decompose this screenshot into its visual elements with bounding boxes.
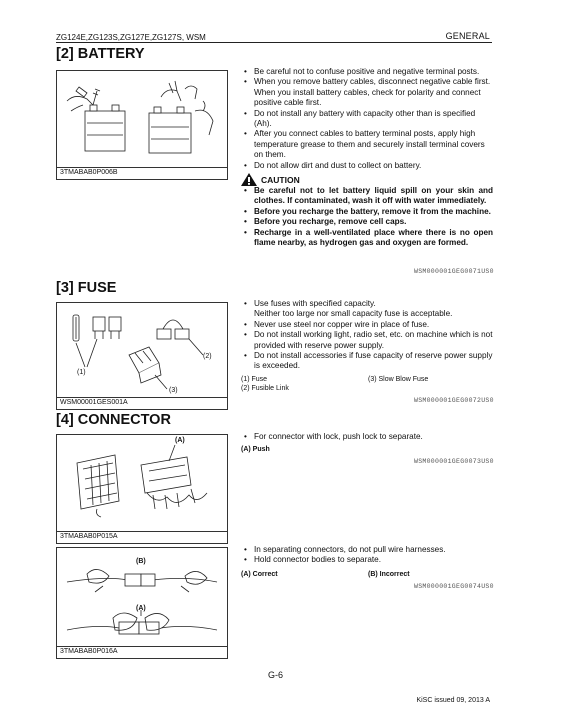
header-models: ZG124E,ZG123S,ZG127E,ZG127S, WSM bbox=[56, 33, 206, 42]
fuse-title: [3] FUSE bbox=[56, 280, 117, 296]
fuse-figure bbox=[56, 302, 228, 410]
fuse-legend-3: (3) Slow Blow Fuse bbox=[368, 376, 429, 383]
fuse-legend-1: (1) Fuse bbox=[241, 376, 268, 383]
connector-lock-illustration bbox=[57, 435, 227, 533]
battery-bullet: • When you remove battery cables, disconnect negative cable first. When you install battery cables, check for polarity and connect positive cable first. bbox=[241, 77, 493, 108]
fuse-bullet: Neither too large nor small capacity fuse is acceptable. bbox=[254, 309, 453, 319]
connector-callout-a: (A) bbox=[175, 437, 185, 444]
fuse-bullet: • Do not install accessories if fuse capacity of reserve power supply is exceeded. bbox=[241, 351, 493, 372]
fuse-bullet: • Do not install working light, radio set, etc. on machine which is not provided with reserve power supply. bbox=[241, 330, 493, 351]
battery-title: [2] BATTERY bbox=[56, 46, 145, 62]
connector-legend-incorrect: (B) Incorrect bbox=[368, 571, 410, 578]
battery-bullet: • Do not install any battery with capacity other than is specified (Ah). bbox=[241, 109, 493, 130]
issue-note: KiSC issued 09, 2013 A bbox=[416, 697, 490, 704]
battery-code: WSM000001GEG0071US0 bbox=[414, 268, 494, 275]
fuse-figure-caption: WSM00001GES001A bbox=[57, 397, 227, 409]
connector-callout-a2: (A) bbox=[136, 605, 146, 612]
fuse-legend-2: (2) Fusible Link bbox=[241, 385, 289, 392]
battery-illustration bbox=[57, 71, 227, 169]
fuse-callout-2: (2) bbox=[203, 353, 212, 360]
caution-label: CAUTION bbox=[261, 174, 300, 185]
fuse-callout-3: (3) bbox=[169, 387, 178, 394]
connector-code-2: WSM000001GEG0074US0 bbox=[414, 583, 494, 590]
battery-bullet: • Be careful not to confuse positive and negative terminal posts. bbox=[241, 67, 493, 77]
connector-bullets-2 bbox=[241, 545, 493, 566]
caution-bullet: • Be careful not to let battery liquid spill on your skin and clothes. If contaminated, wash it off with water immediately. bbox=[241, 186, 493, 207]
battery-figure-caption: 3TMABAB0P006B bbox=[57, 167, 227, 179]
battery-bullets bbox=[241, 67, 493, 171]
connector-bullets-1 bbox=[241, 432, 493, 442]
caution-bullet: • Before you recharge, remove cell caps. bbox=[241, 217, 493, 227]
fuse-code: WSM000001GEG0072US0 bbox=[414, 397, 494, 404]
connector-figure-2-caption: 3TMABAB0P016A bbox=[57, 646, 227, 658]
connector-title: [4] CONNECTOR bbox=[56, 412, 171, 428]
connector-legend-push: (A) Push bbox=[241, 446, 270, 453]
warning-icon bbox=[241, 173, 257, 186]
battery-bullet: • Do not allow dirt and dust to collect on battery. bbox=[241, 161, 493, 171]
connector-legend-correct: (A) Correct bbox=[241, 571, 278, 578]
header-rule bbox=[56, 42, 492, 43]
fuse-bullets bbox=[241, 299, 493, 372]
battery-bullet: • After you connect cables to battery terminal posts, apply high temperature grease to them and securely install terminal covers on them. bbox=[241, 129, 493, 160]
fuse-bullet: • Never use steel nor copper wire in place of fuse. bbox=[241, 320, 493, 330]
caution-bullets bbox=[241, 186, 493, 248]
header-chapter: GENERAL bbox=[445, 31, 490, 41]
connector-figure-1 bbox=[56, 434, 228, 544]
fuse-illustration bbox=[57, 303, 227, 399]
caution-bullet: • Recharge in a well-ventilated place where there is no open flame nearby, as hydrogen gas and oxygen are formed. bbox=[241, 228, 493, 249]
page-number: G-6 bbox=[268, 670, 284, 680]
caution-heading bbox=[241, 173, 300, 186]
fuse-callout-1: (1) bbox=[77, 369, 86, 376]
connector-code-1: WSM000001GEG0073US0 bbox=[414, 458, 494, 465]
connector-bullet: • In separating connectors, do not pull wire harnesses. bbox=[241, 545, 493, 555]
battery-figure bbox=[56, 70, 228, 180]
connector-bullet: • Hold connector bodies to separate. bbox=[241, 555, 493, 565]
connector-callout-b: (B) bbox=[136, 558, 146, 565]
connector-figure-1-caption: 3TMABAB0P015A bbox=[57, 531, 227, 543]
connector-bullet: • For connector with lock, push lock to separate. bbox=[241, 432, 493, 442]
fuse-bullet: • Use fuses with specified capacity. bbox=[241, 299, 493, 309]
caution-bullet: • Before you recharge the battery, remove it from the machine. bbox=[241, 207, 493, 217]
connector-figure-2 bbox=[56, 547, 228, 659]
